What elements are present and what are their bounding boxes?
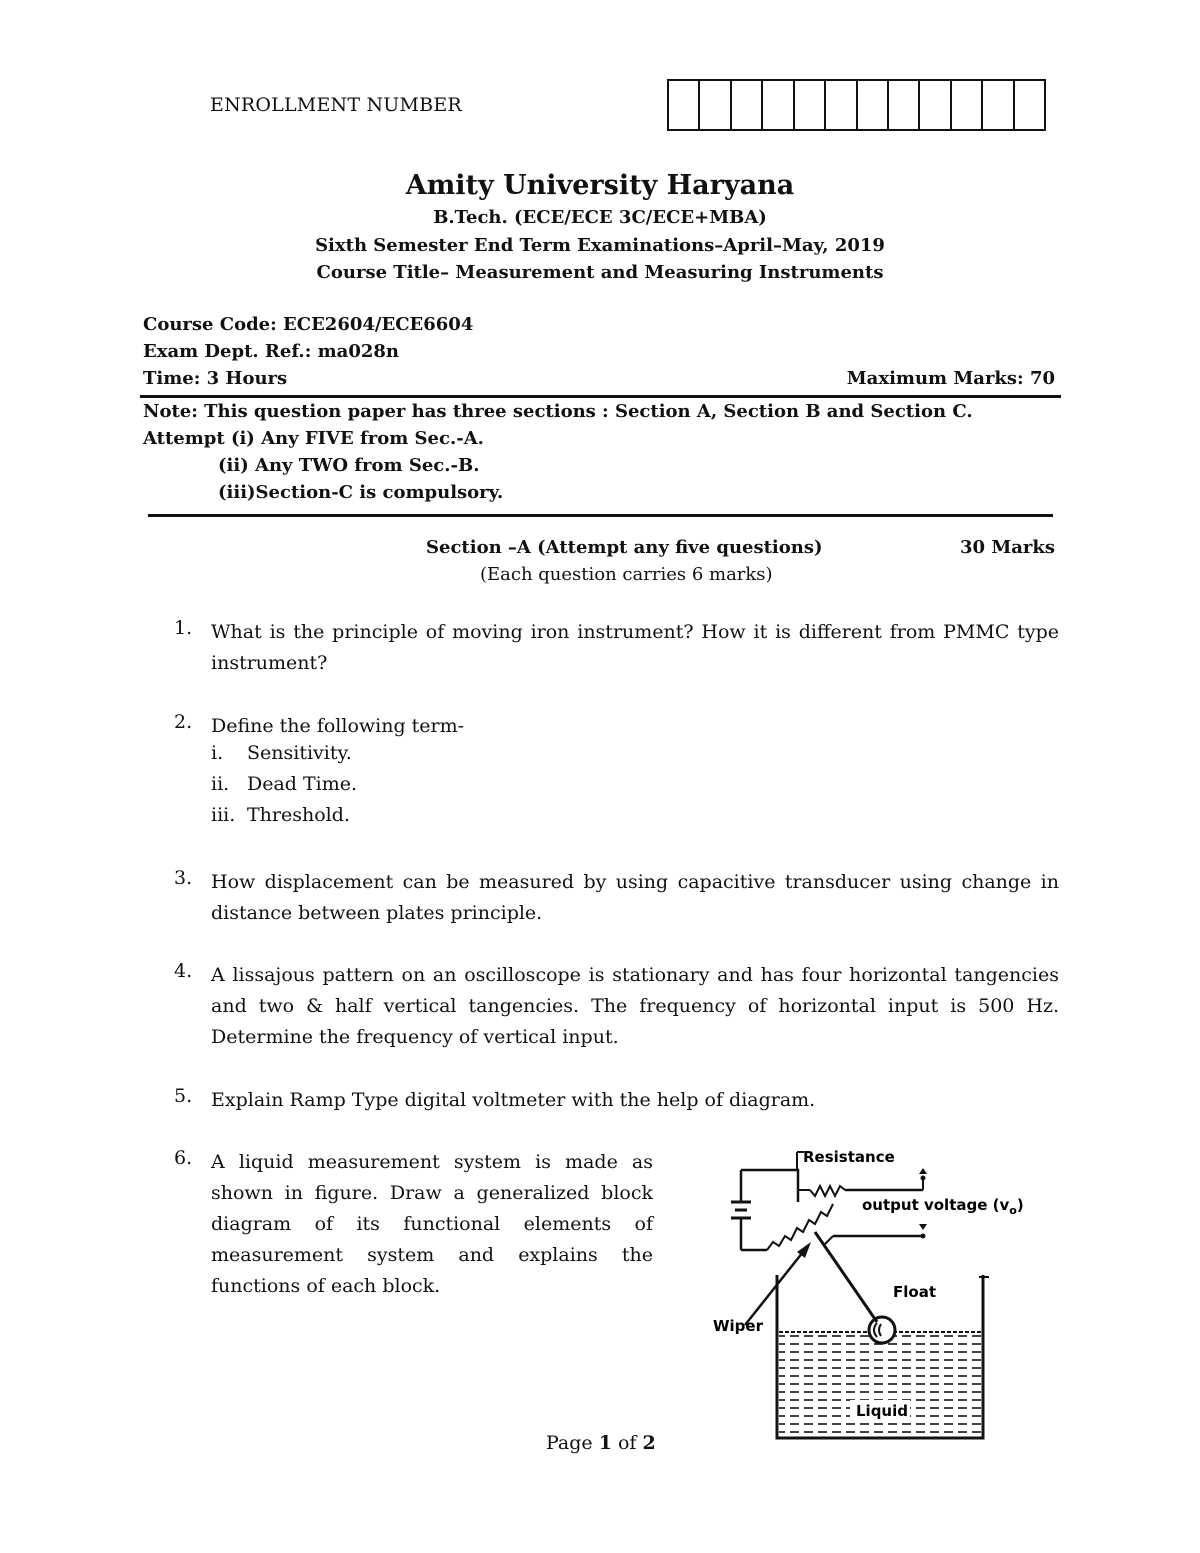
divider-line: [140, 395, 1061, 398]
resistance-label: Resistance: [803, 1148, 895, 1166]
liquid-label: Liquid: [856, 1402, 908, 1420]
exam-dept-ref: Exam Dept. Ref.: ma028n: [143, 341, 399, 362]
enrollment-box[interactable]: [795, 81, 826, 129]
sub-item-number: iii.: [211, 804, 236, 826]
enrollment-box[interactable]: [700, 81, 731, 129]
float-arm: [815, 1232, 877, 1322]
section-a-title: Section –A (Attempt any five questions): [426, 537, 823, 558]
question-text: A lissajous pattern on an oscilloscope is stationary and has four horizontal tangencies and two & half vertical tangencies. The frequency of horizontal input is 500 Hz. Determine the frequency of vertical input.: [211, 964, 1059, 1048]
program-name: B.Tech. (ECE/ECE 3C/ECE+MBA): [433, 207, 767, 228]
maximum-marks: Maximum Marks: 70: [846, 368, 1055, 389]
output-voltage-label: output voltage $(v_o)$: [862, 1196, 1024, 1217]
question-text: Define the following term-: [211, 715, 465, 737]
note-line-3: (ii) Any TWO from Sec.-B.: [218, 455, 480, 476]
liquid-level-figure: [705, 1140, 1024, 1445]
enrollment-box[interactable]: [732, 81, 763, 129]
question-number: 5.: [174, 1085, 193, 1107]
enrollment-box[interactable]: [858, 81, 889, 129]
exam-semester: Sixth Semester End Term Examinations–April–May, 2019: [315, 235, 885, 256]
question-text: How displacement can be measured by using capacitive transducer using change in distance between plates principle.: [211, 871, 1059, 924]
question-number: 2.: [174, 711, 193, 733]
section-a-marks: 30 Marks: [960, 537, 1055, 558]
question-number: 4.: [174, 960, 193, 982]
divider-line: [148, 514, 1053, 517]
enrollment-box[interactable]: [763, 81, 794, 129]
enrollment-box[interactable]: [952, 81, 983, 129]
enrollment-box[interactable]: [889, 81, 920, 129]
question-text: Explain Ramp Type digital voltmeter with the help of diagram.: [211, 1089, 816, 1111]
float-label: Float: [893, 1283, 936, 1301]
question-number: 1.: [174, 617, 193, 639]
battery: [731, 1170, 751, 1250]
wiper-label: Wiper: [713, 1317, 763, 1335]
sub-item-number: i.: [211, 742, 224, 764]
question-number: 3.: [174, 867, 193, 889]
university-title: Amity University Haryana: [405, 170, 795, 201]
page-number: Page 1 of 2: [546, 1432, 656, 1454]
enrollment-box[interactable]: [669, 81, 700, 129]
enrollment-label: ENROLLMENT NUMBER: [210, 94, 462, 116]
sub-item-text: Sensitivity.: [247, 742, 352, 764]
note-line-2: Attempt (i) Any FIVE from Sec.-A.: [143, 428, 484, 449]
exam-time: Time: 3 Hours: [143, 368, 288, 389]
enrollment-box[interactable]: [983, 81, 1014, 129]
float: [869, 1317, 895, 1343]
enrollment-box[interactable]: [826, 81, 857, 129]
question-number: 6.: [174, 1147, 193, 1169]
enrollment-box[interactable]: [920, 81, 951, 129]
sub-item-number: ii.: [211, 773, 230, 795]
note-line-1: Note: This question paper has three sections : Section A, Section B and Section C.: [143, 401, 973, 422]
sub-item-text: Threshold.: [247, 804, 350, 826]
question-text: What is the principle of moving iron instrument? How it is different from PMMC type instrument?: [211, 621, 1059, 674]
question-text: A liquid measurement system is made as shown in figure. Draw a generalized block diagram of its functional elements of measurement system and explains the functions of each block.: [211, 1151, 653, 1297]
enrollment-box[interactable]: [1015, 81, 1044, 129]
sub-item-text: Dead Time.: [247, 773, 358, 795]
note-line-4: (iii)Section-C is compulsory.: [218, 482, 504, 503]
section-a-subtitle: (Each question carries 6 marks): [480, 564, 773, 585]
course-code: Course Code: ECE2604/ECE6604: [143, 314, 474, 335]
course-title: Course Title– Measurement and Measuring Instruments: [316, 262, 884, 283]
wiper-pointer: [745, 1252, 803, 1325]
enrollment-number-boxes[interactable]: [667, 79, 1046, 131]
